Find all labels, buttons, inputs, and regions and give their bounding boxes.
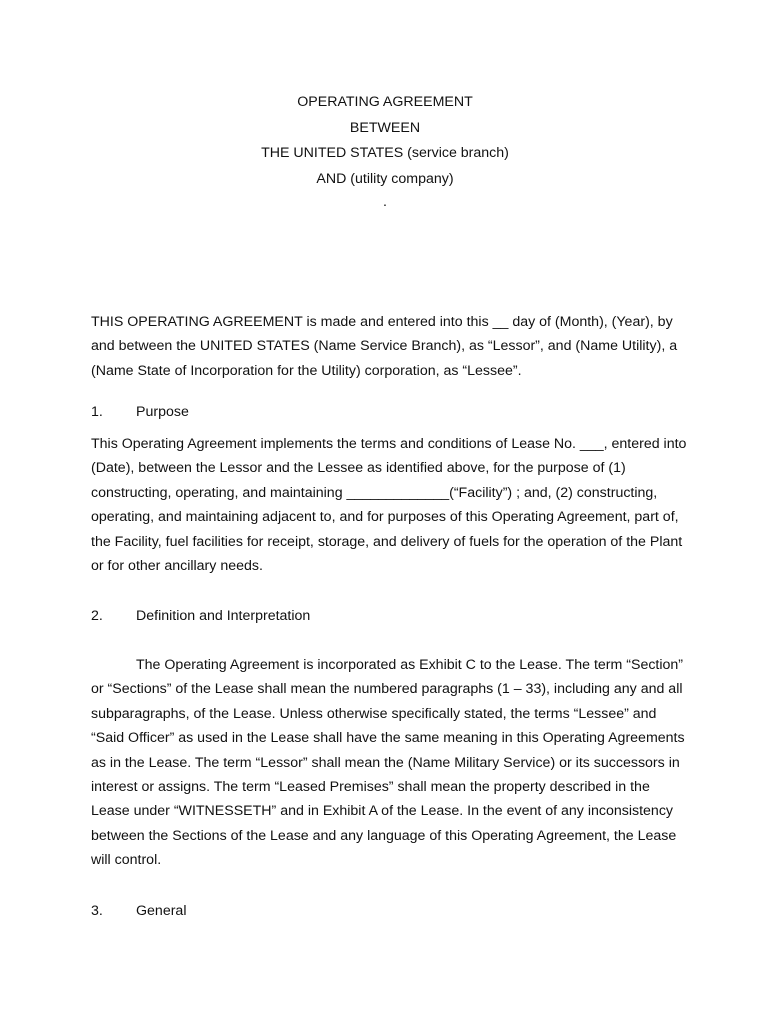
section-2-paragraph bbox=[91, 657, 685, 877]
section-title: Definition and Interpretation bbox=[136, 608, 311, 624]
document-title bbox=[0, 93, 770, 209]
paragraph-line: constructing, operating, and maintaining _____________(“Facility”) ; and, (2) constructing, bbox=[91, 484, 658, 501]
paragraph-line: (Date), between the Lessor and the Lessee as identified above, for the purpose of (1) bbox=[91, 460, 626, 477]
paragraph-line: This Operating Agreement implements the terms and conditions of Lease No. ___, entered into bbox=[91, 436, 687, 452]
paragraph-line: will control. bbox=[91, 852, 162, 869]
section-title: Purpose bbox=[136, 404, 189, 420]
section-number: 1. bbox=[91, 404, 103, 420]
title-line: OPERATING AGREEMENT bbox=[297, 94, 473, 110]
paragraph-line: as in the Lease. The term “Lessor” shall mean the (Name Military Service) or its successors in bbox=[91, 754, 680, 771]
paragraph-line: “Said Officer” as used in the Lease shall have the same meaning in this Operating Agreements bbox=[91, 730, 685, 747]
section-number: 3. bbox=[91, 903, 103, 919]
intro-paragraph bbox=[91, 314, 681, 387]
title-line: BETWEEN bbox=[349, 119, 421, 136]
paragraph-line: The Operating Agreement is incorporated as Exhibit C to the Lease. The term “Section” bbox=[136, 657, 684, 673]
title-dot: . bbox=[383, 194, 387, 210]
paragraph-line: between the Sections of the Lease and any language of this Operating Agreement, the Lease bbox=[91, 827, 677, 844]
paragraph-line: and between the UNITED STATES (Name Service Branch), as “Lessor”, and (Name Utility), a bbox=[91, 338, 678, 355]
paragraph-line: or “Sections” of the Lease shall mean the numbered paragraphs (1 – 33), including any and all bbox=[91, 681, 683, 698]
paragraph-line: operating, and maintaining adjacent to, and for purposes of this Operating Agreement, part of, bbox=[91, 509, 679, 526]
paragraph-line: (Name State of Incorporation for the Utility) corporation, as “Lessee”. bbox=[91, 362, 522, 379]
paragraph-line: Lease under “WITNESSETH” and in Exhibit A of the Lease. In the event of any inconsistency bbox=[91, 803, 674, 820]
section-title: General bbox=[136, 903, 187, 919]
paragraph-line: THIS OPERATING AGREEMENT is made and entered into this __ day of (Month), (Year), by bbox=[91, 314, 673, 330]
title-line: THE UNITED STATES (service branch) bbox=[261, 145, 509, 161]
paragraph-line: subparagraphs, of the Lease. Unless otherwise specifically stated, the terms “Lessee” and bbox=[91, 705, 657, 722]
paragraph-line: interest or assigns. The term “Leased Premises” shall mean the property described in the bbox=[91, 778, 650, 795]
title-line: AND (utility company) bbox=[316, 170, 454, 187]
section-heading-1 bbox=[91, 404, 189, 421]
paragraph-line: or for other ancillary needs. bbox=[91, 557, 263, 574]
section-1-paragraph bbox=[91, 436, 687, 582]
section-heading-3 bbox=[91, 903, 186, 920]
section-number: 2. bbox=[91, 608, 103, 624]
paragraph-line: the Facility, fuel facilities for receipt, storage, and delivery of fuels for the operation of the Plant bbox=[91, 533, 683, 550]
section-heading-2 bbox=[91, 608, 310, 625]
